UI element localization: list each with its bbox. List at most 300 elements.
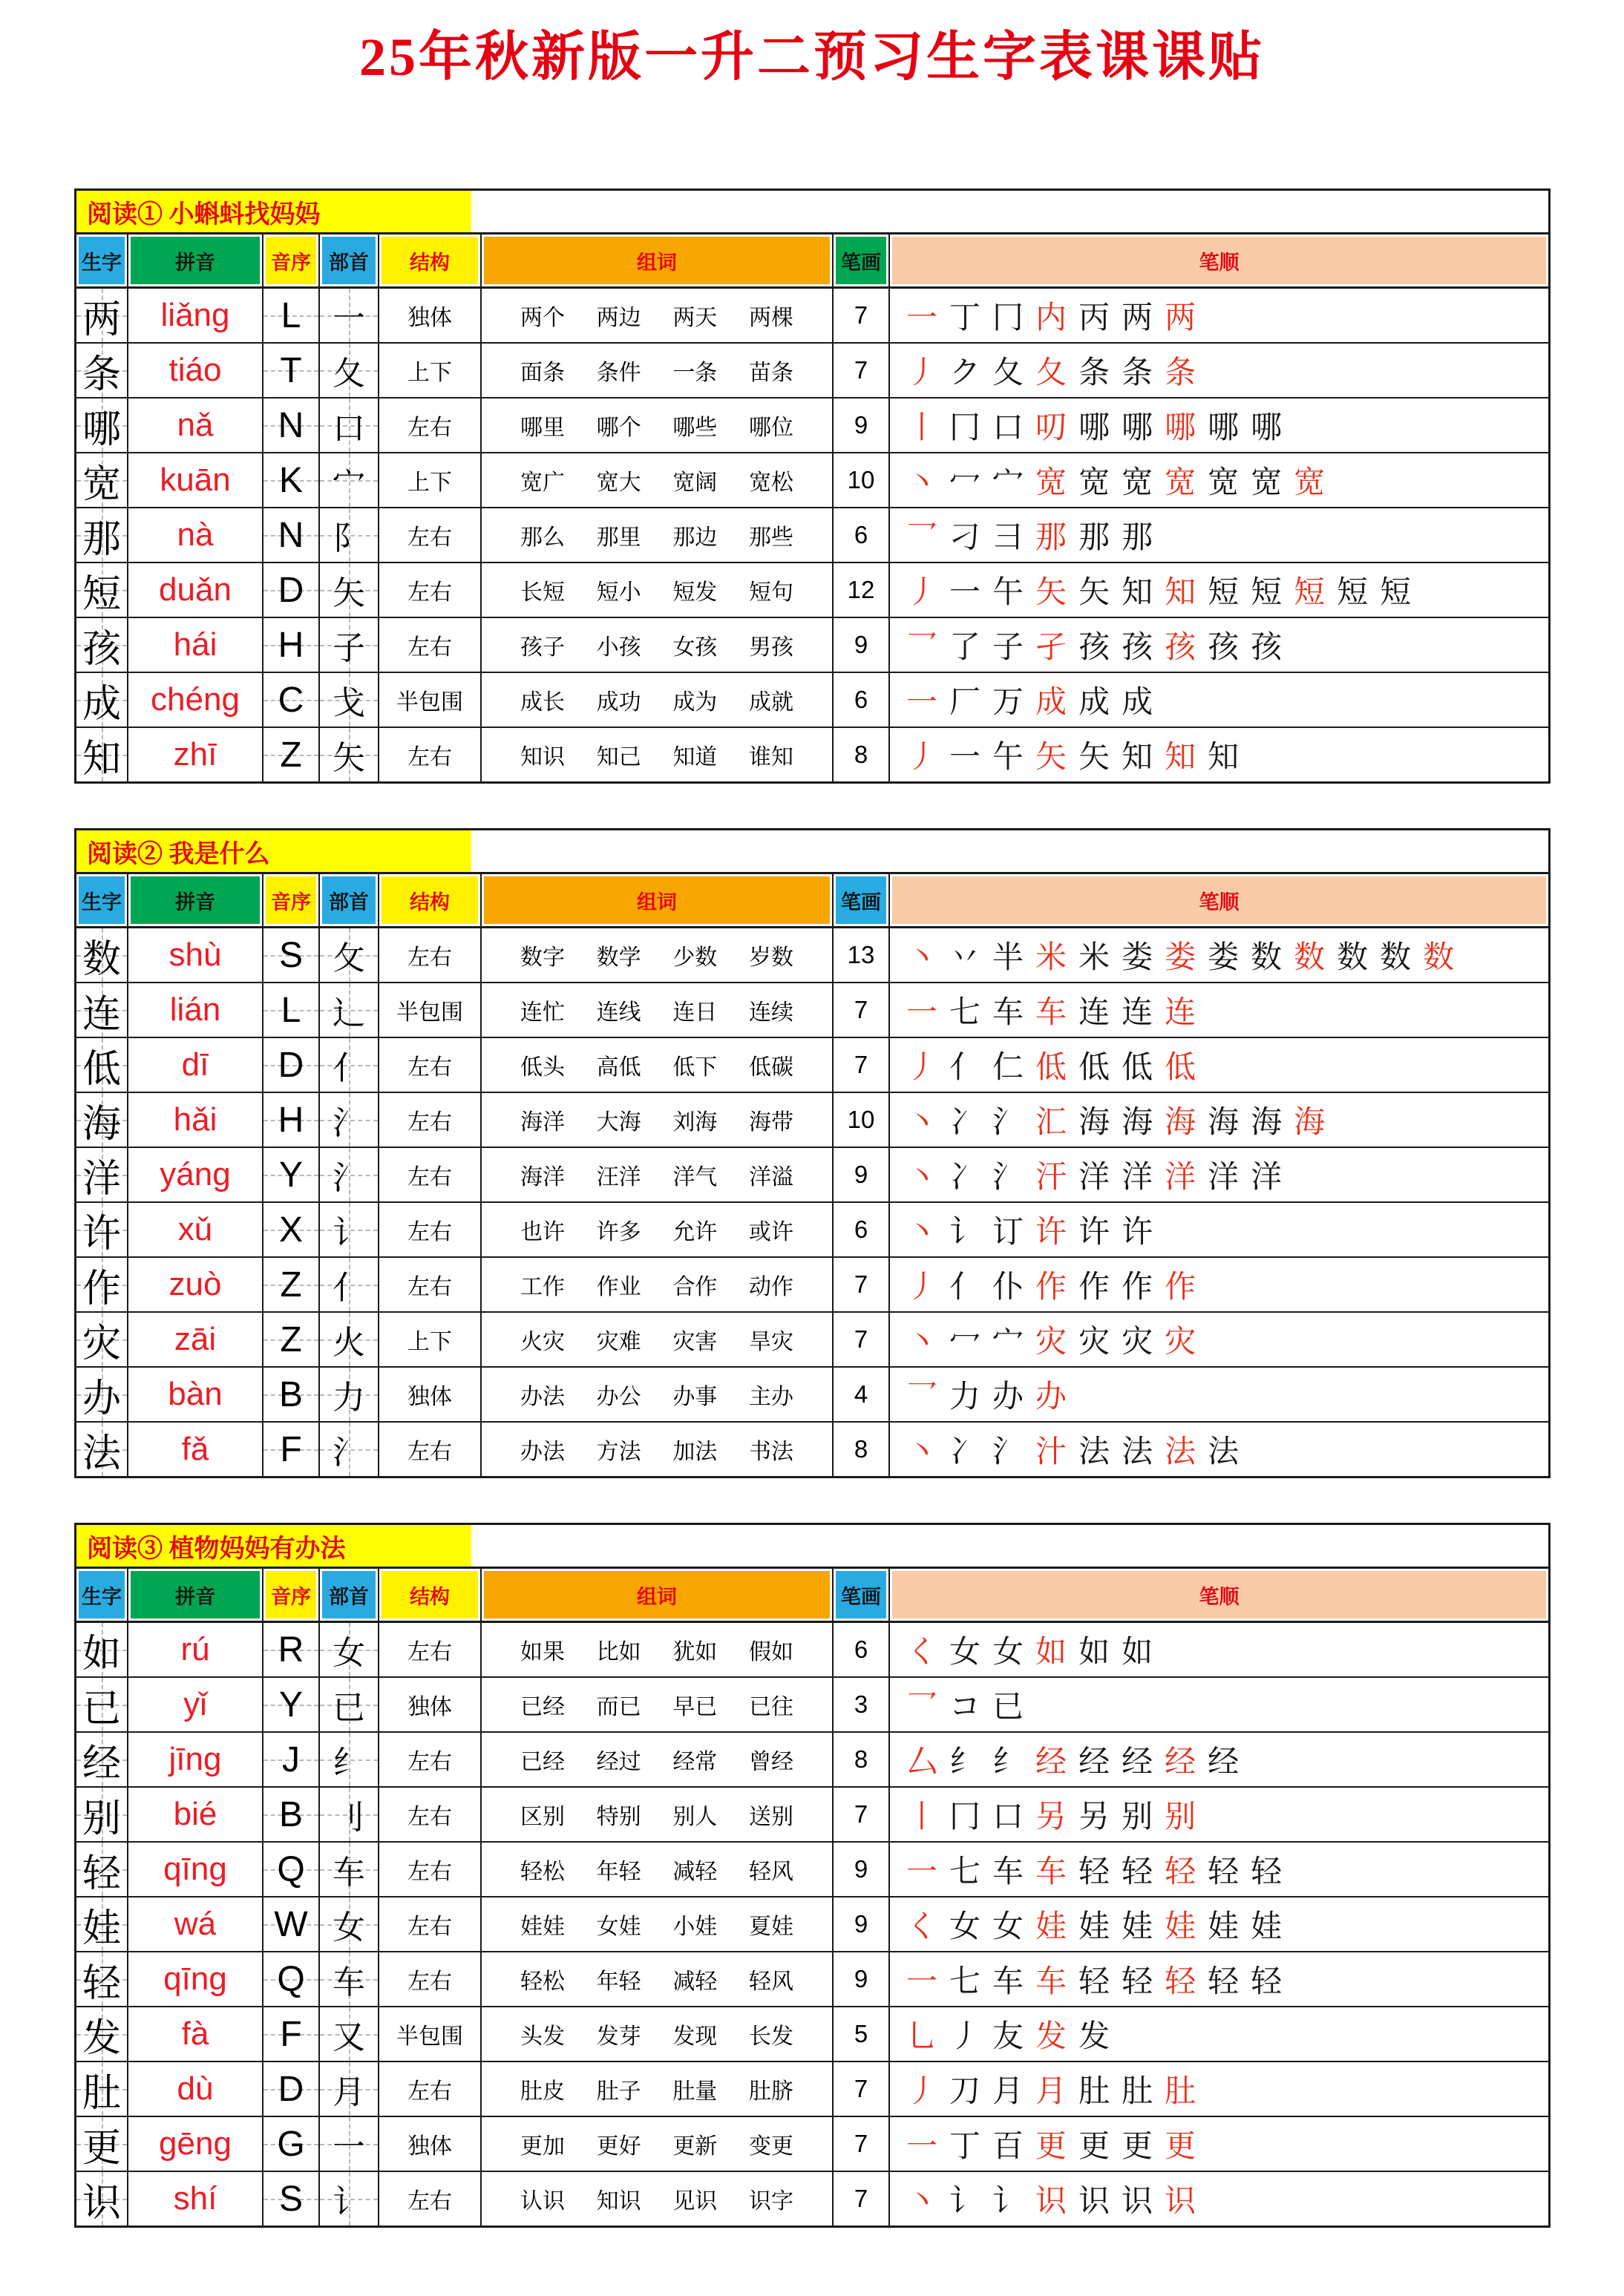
stroke-count: 12	[847, 576, 875, 603]
table-row	[76, 2007, 1548, 2062]
pinyin-cell	[128, 289, 263, 342]
column-header-row	[76, 1569, 1548, 1623]
section-row	[76, 830, 1548, 874]
stroke-count: 7	[854, 1051, 868, 1078]
stroke-order-stage: 更	[1078, 2128, 1110, 2164]
words-cell	[482, 453, 834, 507]
words-cell	[482, 398, 834, 452]
stroke-order-stage: 一	[949, 738, 981, 775]
structure-cell	[379, 1148, 482, 1201]
word-item: 更好	[596, 2133, 641, 2159]
pinyin-cell	[128, 928, 263, 982]
alpha-order-cell	[263, 1148, 320, 1201]
word-item: 两边	[596, 305, 641, 331]
stroke-order-stage: 发	[1078, 2018, 1110, 2054]
stroke-order-stage: 短	[1337, 574, 1369, 610]
table-row	[76, 1623, 1548, 1678]
table-row	[76, 1093, 1548, 1148]
stroke-order-cell	[890, 289, 1548, 342]
word-item: 连线	[596, 1000, 641, 1026]
stroke-order-cell	[890, 344, 1548, 397]
words-cell	[482, 2172, 834, 2226]
structure-cell	[379, 1623, 482, 1676]
radical-cell	[320, 1423, 379, 1476]
stroke-order-stage: 丶	[906, 1158, 938, 1195]
radical-cell	[320, 1093, 379, 1147]
stroke-order-stage: 孩	[1251, 629, 1283, 665]
character-glyph: 识	[82, 2180, 121, 2226]
stroke-order-stage: 丿	[949, 2018, 981, 2054]
stroke-order-stage: 轻	[1122, 1963, 1153, 1999]
stroke-count: 4	[854, 1380, 868, 1408]
structure-label: 左右	[407, 1274, 452, 1300]
stroke-order-stage: 七	[949, 1963, 981, 1999]
structure-label: 上下	[407, 470, 452, 496]
stroke-order-stage: 友	[992, 2018, 1024, 2054]
stroke-order-stage: 海	[1122, 1103, 1153, 1140]
stroke-order-stage: 另	[1078, 1798, 1110, 1834]
alpha-order-cell	[263, 289, 320, 342]
stroke-order-stage: 知	[1122, 738, 1153, 775]
stroke-order-cell	[890, 1313, 1548, 1366]
radical-glyph: 车	[333, 1854, 365, 1892]
stroke-count: 6	[854, 1636, 868, 1663]
stroke-order-stage: 订	[992, 1213, 1024, 1250]
character-glyph: 短	[82, 571, 121, 617]
stroke-order-cell	[890, 508, 1548, 562]
stroke-order-stage: 洋	[1122, 1158, 1153, 1195]
stroke-order-stage: 作	[1078, 1268, 1110, 1305]
stroke-order-stage: 宽	[1078, 464, 1110, 500]
stroke-count-cell	[834, 1203, 890, 1256]
alpha-order-cell	[263, 928, 320, 982]
pinyin-cell	[128, 2062, 263, 2116]
stroke-count: 6	[854, 1216, 868, 1243]
table-row	[76, 1788, 1548, 1843]
character-cell	[76, 508, 128, 562]
pinyin-cell	[128, 1203, 263, 1256]
character-cell	[76, 1038, 128, 1092]
radical-glyph: 口	[333, 410, 365, 447]
table-row	[76, 618, 1548, 673]
character-cell	[76, 453, 128, 507]
radical-glyph: 又	[333, 2018, 365, 2056]
alpha-order-letter: L	[281, 990, 301, 1030]
word-item: 主办	[748, 1384, 793, 1410]
column-header-label: 组词	[484, 1571, 830, 1618]
pinyin-cell	[128, 618, 263, 672]
words-cell	[482, 1678, 834, 1731]
radical-glyph: 纟	[333, 1744, 365, 1782]
word-item: 办法	[520, 1384, 565, 1410]
character-cell	[76, 1093, 128, 1147]
stroke-order-cell	[890, 618, 1548, 672]
word-item: 也许	[520, 1219, 565, 1245]
alpha-order-cell	[263, 728, 320, 781]
stroke-order-stage: 女	[949, 1908, 981, 1944]
stroke-count-cell	[834, 2007, 890, 2061]
column-header-label: 笔画	[836, 237, 886, 284]
stroke-count: 7	[854, 2075, 868, 2102]
alpha-order-letter: D	[278, 570, 304, 610]
stroke-order-stage: 别	[1122, 1798, 1153, 1834]
stroke-order-stage: 低	[1122, 1049, 1153, 1085]
character-glyph: 更	[82, 2125, 121, 2171]
stroke-order-stage: 车	[1035, 1963, 1067, 1999]
character-glyph: 洋	[82, 1156, 121, 1201]
word-item: 别人	[672, 1804, 718, 1830]
pinyin-cell	[128, 1423, 263, 1476]
pinyin-cell	[128, 1368, 263, 1421]
character-glyph: 宽	[82, 462, 121, 507]
structure-cell	[379, 1898, 482, 1951]
alpha-order-cell	[263, 2062, 320, 2116]
pinyin-text: fà	[181, 2015, 209, 2052]
word-item: 肚子	[596, 2079, 641, 2105]
stroke-order-stage: 冂	[949, 409, 981, 445]
stroke-order-stage: 一	[906, 2128, 938, 2164]
stroke-order-stage: 低	[1165, 1049, 1196, 1085]
vocab-table-1	[74, 188, 1551, 784]
structure-label: 左右	[407, 525, 452, 551]
word-item: 那些	[748, 525, 793, 551]
alpha-order-cell	[263, 1623, 320, 1676]
alpha-order-letter: D	[278, 2069, 304, 2109]
stroke-order-stage: 连	[1122, 994, 1153, 1030]
word-item: 经常	[672, 1749, 718, 1775]
stroke-order-stage: 一	[949, 574, 981, 610]
stroke-order-stage: 轻	[1165, 1963, 1196, 1999]
radical-glyph: 一	[333, 2128, 365, 2166]
stroke-count: 8	[854, 1435, 868, 1463]
structure-label: 左右	[407, 1439, 452, 1465]
stroke-order-stage: 乛	[906, 629, 938, 665]
alpha-order-letter: N	[278, 405, 304, 445]
word-item: 曾经	[748, 1749, 793, 1775]
stroke-order-stage: 洋	[1078, 1158, 1110, 1195]
pinyin-cell	[128, 398, 263, 452]
stroke-order-stage: 哪	[1078, 409, 1110, 445]
section-title: 阅读② 我是什么	[76, 830, 471, 872]
radical-glyph: 氵	[333, 1159, 365, 1197]
column-header-label: 笔顺	[892, 876, 1546, 924]
stroke-count: 7	[854, 1270, 868, 1298]
pinyin-cell	[128, 508, 263, 562]
stroke-order-stage: 连	[1165, 994, 1196, 1030]
stroke-order-stage: 乛	[906, 1378, 938, 1414]
character-cell	[76, 728, 128, 781]
word-item: 合作	[672, 1274, 718, 1300]
stroke-order-stage: 轻	[1122, 1853, 1153, 1889]
stroke-order-stage: 海	[1208, 1103, 1240, 1140]
word-item: 变更	[748, 2133, 793, 2159]
word-item: 面条	[520, 360, 565, 386]
column-header-label: 生字	[79, 237, 125, 284]
word-item: 减轻	[672, 1859, 718, 1885]
header-cell-0	[76, 874, 128, 926]
stroke-order-stage: く	[906, 1908, 938, 1944]
table-row	[76, 728, 1548, 781]
stroke-order-stage: 法	[1078, 1433, 1110, 1469]
stroke-order-stage: 如	[1122, 1633, 1153, 1670]
stroke-order-stage: 半	[992, 939, 1024, 975]
header-cell-6	[834, 874, 890, 926]
stroke-order-stage: 更	[1035, 2128, 1067, 2164]
column-header-label: 组词	[484, 876, 830, 924]
word-item: 办公	[596, 1384, 641, 1410]
table-row	[76, 1898, 1548, 1952]
character-glyph: 作	[82, 1266, 121, 1311]
stroke-order-stage: 宽	[1122, 464, 1153, 500]
stroke-order-cell	[890, 1898, 1548, 1951]
word-item: 连续	[748, 1000, 793, 1026]
structure-label: 左右	[407, 1914, 452, 1940]
word-item: 已往	[748, 1694, 793, 1720]
table-row	[76, 563, 1548, 618]
alpha-order-letter: Z	[280, 1319, 302, 1359]
alpha-order-letter: F	[280, 2014, 302, 2054]
structure-label: 左右	[407, 2188, 452, 2214]
stroke-count-cell	[834, 1423, 890, 1476]
character-glyph: 发	[82, 2015, 121, 2061]
stroke-order-stage: 夂	[1035, 354, 1067, 390]
header-cell-5	[482, 874, 834, 926]
words-cell	[482, 2062, 834, 2116]
stroke-order-stage: 车	[1035, 1853, 1067, 1889]
stroke-order-stage: 刁	[949, 519, 981, 555]
words-cell	[482, 673, 834, 726]
section-row	[76, 191, 1548, 234]
word-item: 知识	[520, 744, 565, 770]
stroke-order-stage: 洋	[1165, 1158, 1196, 1195]
stroke-order-stage: 连	[1078, 994, 1110, 1030]
word-item: 谁知	[748, 744, 793, 770]
pinyin-cell	[128, 2117, 263, 2171]
column-header-label: 组词	[484, 237, 830, 284]
column-header-label: 笔顺	[892, 1571, 1546, 1618]
stroke-order-stage: く	[906, 1633, 938, 1670]
words-cell	[482, 1313, 834, 1366]
stroke-count: 8	[854, 1745, 868, 1773]
stroke-order-stage: 内	[1035, 299, 1067, 335]
radical-cell	[320, 673, 379, 726]
pinyin-text: hǎi	[173, 1101, 217, 1138]
stroke-order-stage: 车	[992, 1853, 1024, 1889]
stroke-order-stage: 孩	[1208, 629, 1240, 665]
word-item: 低头	[520, 1054, 565, 1080]
header-cell-0	[76, 1569, 128, 1621]
stroke-order-stage: 讠	[992, 2182, 1024, 2219]
structure-cell	[379, 728, 482, 781]
stroke-count-cell	[834, 1313, 890, 1366]
radical-cell	[320, 1258, 379, 1311]
stroke-order-stage: 宀	[992, 464, 1024, 500]
stroke-order-stage: 汇	[1035, 1103, 1067, 1140]
stroke-order-cell	[890, 1038, 1548, 1092]
radical-glyph: 氵	[333, 1104, 365, 1142]
column-header-label: 笔画	[836, 1571, 886, 1618]
table-row	[76, 2172, 1548, 2226]
stroke-order-stage: 车	[992, 994, 1024, 1030]
stroke-order-stage: 汗	[1035, 1158, 1067, 1195]
alpha-order-cell	[263, 508, 320, 562]
word-item: 办事	[672, 1384, 718, 1410]
word-item: 工作	[520, 1274, 565, 1300]
word-item: 送别	[748, 1804, 793, 1830]
stroke-order-stage: 知	[1165, 574, 1196, 610]
stroke-order-stage: 法	[1208, 1433, 1240, 1469]
page-title: 25年秋新版一升二预习生字表课课贴	[358, 27, 1265, 87]
structure-cell	[379, 1423, 482, 1476]
alpha-order-cell	[263, 1733, 320, 1786]
character-cell	[76, 2062, 128, 2116]
structure-cell	[379, 1368, 482, 1421]
stroke-count: 6	[854, 521, 868, 548]
radical-cell	[320, 1788, 379, 1841]
word-item: 娃娃	[520, 1914, 565, 1940]
stroke-order-cell	[890, 563, 1548, 617]
stroke-order-stage: 许	[1122, 1213, 1153, 1250]
character-glyph: 条	[82, 352, 121, 397]
pinyin-text: nà	[177, 516, 214, 553]
alpha-order-cell	[263, 1313, 320, 1366]
stroke-order-stage: 轻	[1165, 1853, 1196, 1889]
word-item: 或许	[748, 1219, 793, 1245]
alpha-order-letter: X	[278, 1210, 303, 1250]
radical-glyph: 刂	[333, 1799, 365, 1837]
radical-cell	[320, 1898, 379, 1951]
header-cell-1	[128, 234, 263, 286]
stroke-order-stage: 丶	[906, 1213, 938, 1250]
header-cell-7	[890, 234, 1548, 286]
pinyin-cell	[128, 728, 263, 781]
stroke-order-stage: 宽	[1165, 464, 1196, 500]
stroke-order-stage: 丨	[906, 1798, 938, 1834]
radical-cell	[320, 398, 379, 452]
stroke-count-cell	[834, 1093, 890, 1147]
stroke-order-stage: 经	[1035, 1743, 1067, 1780]
header-cell-7	[890, 1569, 1548, 1621]
header-cell-6	[834, 234, 890, 286]
radical-glyph: 攵	[333, 939, 365, 977]
stroke-order-stage: 一	[906, 683, 938, 720]
radical-cell	[320, 1203, 379, 1256]
stroke-order-stage: 丶	[906, 464, 938, 500]
stroke-order-stage: 作	[1122, 1268, 1153, 1305]
stroke-order-stage: 短	[1251, 574, 1283, 610]
table-row	[76, 2062, 1548, 2117]
stroke-order-stage: 仆	[992, 1268, 1024, 1305]
character-glyph: 知	[82, 736, 121, 781]
alpha-order-letter: Q	[277, 1959, 305, 1999]
structure-cell	[379, 928, 482, 982]
radical-glyph: 力	[333, 1379, 365, 1417]
stroke-order-stage: 矢	[1078, 574, 1110, 610]
stroke-count-cell	[834, 1843, 890, 1896]
stroke-order-stage: 洋	[1208, 1158, 1240, 1195]
word-item: 轻松	[520, 1859, 565, 1885]
stroke-count-cell	[834, 2172, 890, 2226]
structure-cell	[379, 1843, 482, 1896]
pinyin-cell	[128, 2172, 263, 2226]
stroke-order-cell	[890, 1093, 1548, 1147]
stroke-order-stage: 已	[992, 1688, 1024, 1725]
character-cell	[76, 1258, 128, 1311]
word-item: 知己	[596, 744, 641, 770]
structure-label: 独体	[407, 1694, 452, 1720]
stroke-order-stage: 哪	[1208, 409, 1240, 445]
stroke-count-cell	[834, 1678, 890, 1731]
radical-glyph: 宀	[333, 465, 365, 502]
stroke-order-stage: 灾	[1165, 1323, 1196, 1359]
word-item: 低碳	[748, 1054, 793, 1080]
word-item: 短小	[596, 580, 641, 606]
pinyin-cell	[128, 1898, 263, 1951]
stroke-order-stage: 夂	[992, 354, 1024, 390]
stroke-order-stage: 厶	[906, 1743, 938, 1780]
table-row	[76, 1733, 1548, 1788]
table-row	[76, 508, 1548, 563]
stroke-order-cell	[890, 1203, 1548, 1256]
pinyin-cell	[128, 1038, 263, 1092]
alpha-order-cell	[263, 1368, 320, 1421]
alpha-order-letter: Y	[278, 1155, 303, 1195]
structure-cell	[379, 618, 482, 672]
column-header-label: 音序	[266, 1571, 316, 1618]
stroke-order-stage: 低	[1035, 1049, 1067, 1085]
character-glyph: 办	[82, 1376, 121, 1421]
table-row	[76, 1148, 1548, 1203]
header-cell-5	[482, 1569, 834, 1621]
word-item: 哪位	[748, 415, 793, 441]
alpha-order-cell	[263, 563, 320, 617]
pinyin-text: gēng	[159, 2125, 232, 2162]
stroke-count-cell	[834, 673, 890, 726]
character-cell	[76, 1203, 128, 1256]
radical-glyph: 讠	[333, 2183, 365, 2221]
structure-cell	[379, 2062, 482, 2116]
word-item: 宽阔	[672, 470, 718, 496]
pinyin-text: xǔ	[177, 1211, 213, 1247]
column-header-label: 音序	[266, 237, 316, 284]
section-row	[76, 1525, 1548, 1569]
radical-cell	[320, 618, 379, 672]
alpha-order-cell	[263, 1788, 320, 1841]
radical-cell	[320, 1733, 379, 1786]
column-header-label: 笔顺	[892, 237, 1546, 284]
stroke-order-stage: 办	[1035, 1378, 1067, 1414]
alpha-order-letter: S	[278, 935, 303, 975]
stroke-count-cell	[834, 983, 890, 1037]
pinyin-cell	[128, 1093, 263, 1147]
word-item: 那边	[672, 525, 718, 551]
stroke-order-stage: 海	[1251, 1103, 1283, 1140]
radical-cell	[320, 453, 379, 507]
stroke-order-stage: 娃	[1078, 1908, 1110, 1944]
table-row	[76, 398, 1548, 453]
character-cell	[76, 563, 128, 617]
column-header-label: 拼音	[131, 237, 260, 284]
stroke-order-cell	[890, 983, 1548, 1037]
structure-cell	[379, 983, 482, 1037]
structure-cell	[379, 344, 482, 397]
stroke-count-cell	[834, 344, 890, 397]
stroke-order-stage: 丁	[949, 299, 981, 335]
word-item: 灾害	[672, 1329, 718, 1355]
word-item: 已经	[520, 1749, 565, 1775]
pinyin-text: zāi	[174, 1321, 217, 1357]
stroke-count-cell	[834, 1788, 890, 1841]
